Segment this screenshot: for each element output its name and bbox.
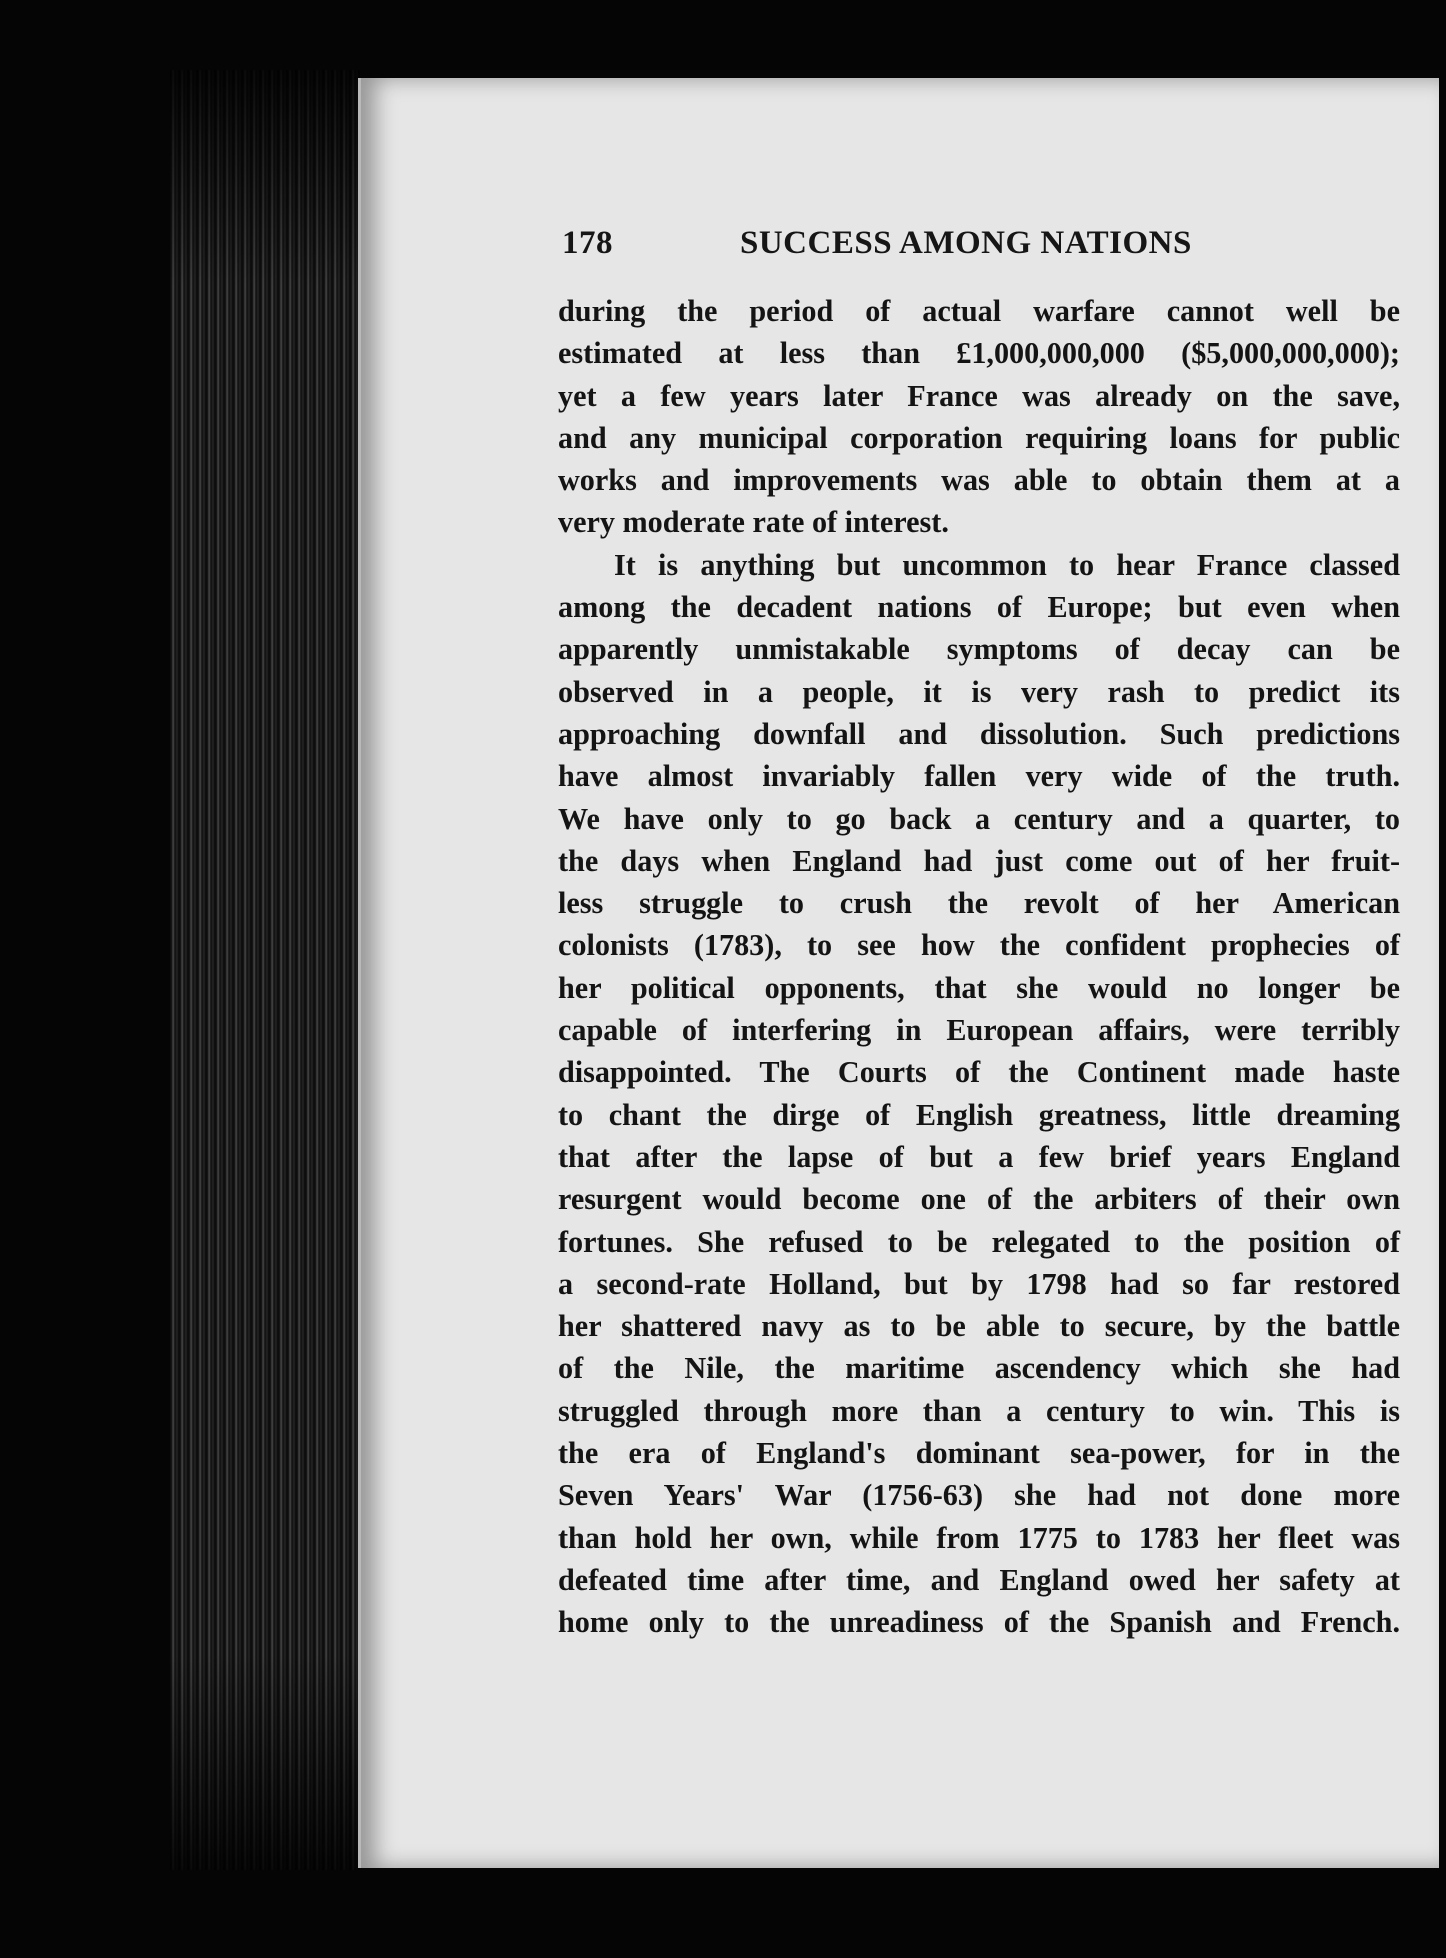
text-line: have almost invariably fallen very wide of the truth. <box>558 759 1400 794</box>
text-line: observed in a people, it is very rash to predict its <box>558 674 1400 709</box>
book-page-edges <box>170 70 360 1870</box>
text-line: apparently unmistakable symptoms of decay can be <box>558 632 1400 667</box>
text-line: than hold her own, while from 1775 to 1783 her fleet was <box>558 1520 1400 1555</box>
running-head: SUCCESS AMONG NATIONS <box>740 225 1192 261</box>
text-line: Seven Years' War (1756-63) she had not done more <box>558 1478 1400 1513</box>
text-line: home only to the unreadiness of the Spanish and French. <box>558 1605 1400 1640</box>
text-line: works and improvements was able to obtain them at a <box>558 463 1400 498</box>
text-line: approaching downfall and dissolution. Such predictions <box>558 716 1400 751</box>
body-text <box>558 290 1400 1644</box>
text-line: to chant the dirge of English greatness, little dreaming <box>558 1097 1400 1132</box>
text-line: defeated time after time, and England owed her safety at <box>558 1562 1400 1597</box>
text-line: her shattered navy as to be able to secure, by the battle <box>558 1309 1400 1344</box>
text-line: the days when England had just come out of her fruit- <box>558 843 1400 878</box>
text-line: her political opponents, that she would no longer be <box>558 970 1400 1005</box>
text-line: resurgent would become one of the arbiters of their own <box>558 1182 1400 1217</box>
text-line: during the period of actual warfare cannot well be <box>558 294 1400 328</box>
text-line: estimated at less than £1,000,000,000 ($5,000,000,000); <box>558 336 1400 371</box>
page-number: 178 <box>562 225 613 261</box>
text-line: less struggle to crush the revolt of her American <box>558 886 1400 921</box>
text-line: It is anything but uncommon to hear France classed <box>614 547 1400 582</box>
text-line: capable of interfering in European affairs, were terribly <box>558 1013 1400 1048</box>
text-line: yet a few years later France was already on the save, <box>558 378 1400 413</box>
text-line: disappointed. The Courts of the Continent made haste <box>558 1055 1400 1090</box>
text-line: the era of England's dominant sea-power, for in the <box>558 1436 1400 1471</box>
text-line: of the Nile, the maritime ascendency which she had <box>558 1351 1400 1386</box>
text-line: colonists (1783), to see how the confident prophecies of <box>558 928 1400 963</box>
text-line: struggled through more than a century to win. This is <box>558 1393 1400 1428</box>
text-line: a second-rate Holland, but by 1798 had so far restored <box>558 1266 1400 1301</box>
text-line: that after the lapse of but a few brief years England <box>558 1139 1400 1174</box>
text-line: among the decadent nations of Europe; but even when <box>558 590 1400 625</box>
text-line: We have only to go back a century and a quarter, to <box>558 801 1400 836</box>
text-line: fortunes. She refused to be relegated to the position of <box>558 1224 1400 1259</box>
text-line: and any municipal corporation requiring loans for public <box>558 420 1400 455</box>
page-header <box>562 225 1242 275</box>
text-line: very moderate rate of interest. <box>558 505 949 540</box>
